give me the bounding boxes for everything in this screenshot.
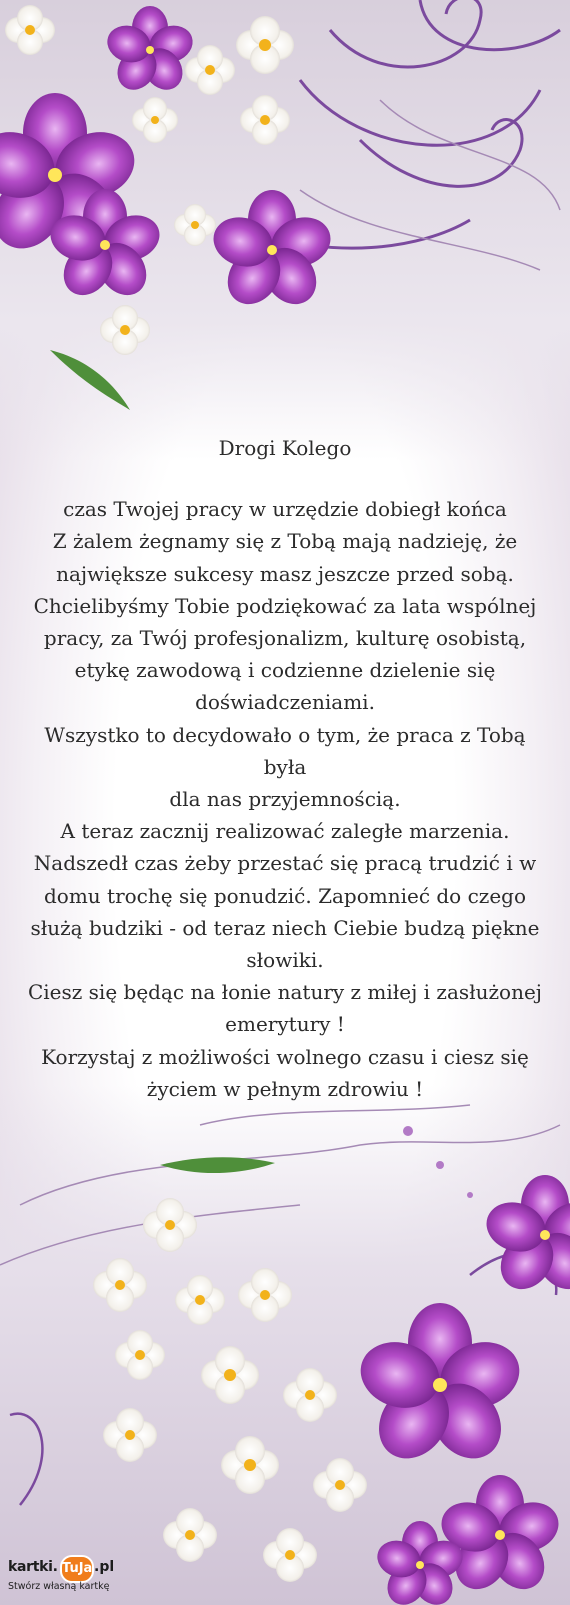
message-line: Chcielibyśmy Tobie podziękować za lata wspólnej [33, 593, 537, 618]
message-line: A teraz zacznij realizować zaległe marzenia. [60, 819, 510, 844]
message-line: Z żalem żegnamy się z Tobą mają nadzieję, że [52, 529, 518, 554]
message-line: słowiki. [246, 948, 324, 973]
message-line: życiem w pełnym zdrowiu ! [146, 1076, 424, 1101]
message-line: pracy, za Twój profesjonalizm, kulturę osobistą, [43, 626, 527, 651]
message-line: służą budziki - od teraz niech Ciebie budzą piękne [30, 915, 540, 940]
brand-tagline: Stwórz własną kartkę [8, 1581, 110, 1592]
card-message [24, 432, 546, 1105]
message-line: Korzystaj z możliwości wolnego czasu i ciesz się [41, 1044, 529, 1069]
top-floral-decoration [0, 0, 570, 460]
message-line: dla nas przyjemnością. [169, 787, 401, 812]
brand-logo-link[interactable] [6, 1557, 124, 1599]
message-line: doświadczeniami. [195, 690, 375, 715]
greeting-line: Drogi Kolego [218, 436, 352, 460]
message-line: Ciesz się będąc na łonie natury z miłej i zasłużonej [27, 980, 543, 1005]
message-line: etykę zawodową i codzienne dzielenie się [74, 658, 496, 683]
message-line: domu trochę się ponudzić. Zapomnieć do czego [44, 883, 526, 908]
message-line: Nadszedł czas żeby przestać się pracą trudzić i w [33, 851, 537, 876]
brand-badge: TuJa [60, 1555, 94, 1583]
brand-tld: .pl [94, 1559, 115, 1575]
brand-name: kartki. [8, 1559, 58, 1575]
message-line: największe sukcesy masz jeszcze przed sobą. [56, 561, 514, 586]
message-line: Wszystko to decydowało o tym, że praca z Tobą była [44, 722, 526, 779]
message-line: czas Twojej pracy w urzędzie dobiegł końca [63, 497, 507, 522]
bottom-floral-decoration [0, 1085, 570, 1605]
message-line: emerytury ! [225, 1012, 345, 1037]
